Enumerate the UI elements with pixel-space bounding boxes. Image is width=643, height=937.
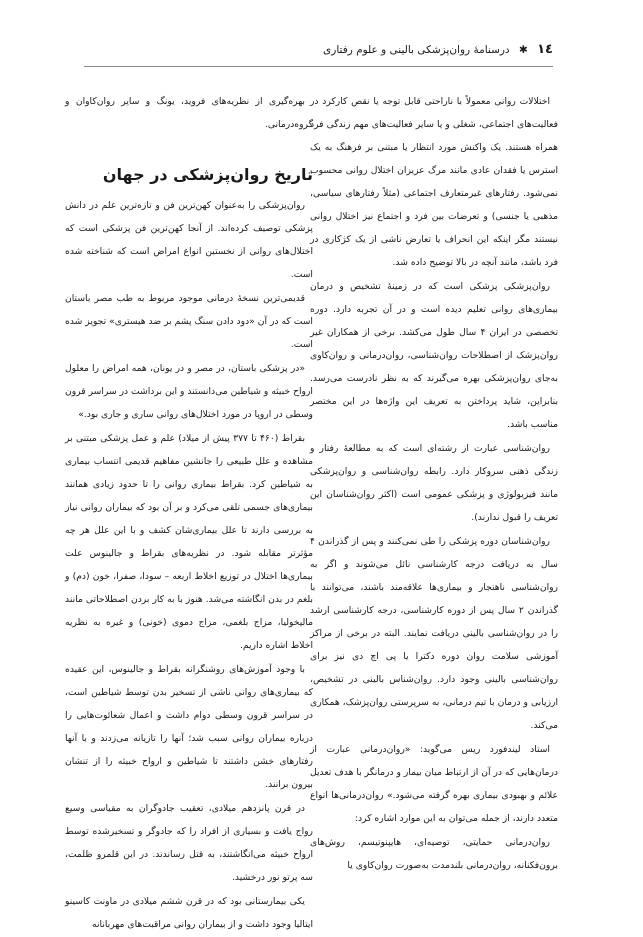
body-paragraph: یکی بیمارستانی بود که در قرن ششم میلادی در ماونت کاسینو ایتالیا وجود داشت و از بیماران روانی مراقبت‌های مهربانانه — [65, 896, 313, 930]
header-divider — [84, 66, 553, 67]
page-number: ١٤ — [537, 42, 553, 57]
book-title: درسنامهٔ روان‌پزشکی بالینی و علوم رفتاری — [323, 44, 510, 56]
body-paragraph: روان‌پزشکی را به‌عنوان کهن‌ترین فن و تازه‌ترین علم در دانش پزشکی توصیف کرده‌اند. از آنجا کهن‌ترین فن پزشکی است که اختلال‌های روانی از نخستین انواع امراض است که شناخته شده است. — [65, 200, 313, 280]
left-column — [65, 90, 313, 937]
body-paragraph: اختلالات روانی معمولاً با ناراحتی قابل توجه یا نقص کارکرد در فعالیت‌های اجتماعی، شغلی و یا سایر فعالیت‌های مهم زندگی فرد همراه هستند. یک واکنش مورد انتظار یا مبتنی بر فرهنگ به یک استرس یا فقدان عادی مانند مرگ عزیزان اختلال روانی محسوب نمی‌شود. رفتارهای غیرمتعارف اجتماعی (مثلاً رفتارهای سیاسی، مذهبی یا جنسی) و تعرضات بین فرد و اجتماع نیز اختلال روانی نیستند مگر اینکه این انحراف یا تعارض ناشی از یک کژکاری در فرد باشد، مانند آنچه در بالا توضیح داده شد. — [310, 96, 558, 268]
body-paragraph: قدیمی‌ترین نسخهٔ درمانی موجود مربوط به طب مصر باستان است که در آن «دود دادن سنگ پشم بر ضد هیستری» تجویز شده است. — [65, 293, 313, 350]
body-paragraph: استاد لیندفورد ریس می‌گوید: «روان‌درمانی عبارت از درمان‌هایی که در آن از ارتباط میان بیمار و درمانگر با هدف تعدیل علائم و بهبودی بیماری بهره گرفته می‌شود.» روان‌درمانی‌ها انواع متعدد دارند، از جمله می‌توان به این موارد اشاره کرد: — [309, 744, 558, 824]
body-paragraph: «در پزشکی باستان، در مصر و در یونان، همه امراض را معلول ارواح خبیثه و شیاطین می‌دانستند و این برداشت در سراسر قرون وسطی در اروپا در مورد اختلال‌های روانی ساری و جاری بود.» — [65, 363, 313, 420]
section-title: تاریخ روان‌پزشکی در جهان — [102, 165, 313, 184]
body-paragraph: در قرن پانزدهم میلادی، تعقیب جادوگران به مقیاسی وسیع رواج یافت و بسیاری از افراد را که جادوگر و تسخیرشده توسط ارواح خبیثه می‌انگاشتند، به قتل رساندند. در این قلمرو ظلمت، سه پرتو نور درخشید. — [65, 803, 313, 883]
body-paragraph: با وجود آموزش‌های روشنگرانه بقراط و جالینوس، این عقیده که بیماری‌های روانی ناشی از تسخیر بدن توسط شیاطین است، در سراسر قرون وسطی دوام داشت و اعمال شعائوت‌هایی را درباره بیماران روانی سبب شد؛ آنها را تازیانه می‌زدند و با آنها رفتارهای خشن داشتند تا شیاطین و ارواح خبیثه را از تنشان بیرون برانند. — [65, 664, 313, 790]
star-icon: ✱ — [518, 44, 528, 56]
body-paragraph: روان‌پزشکی پزشکی است که در زمینهٔ تشخیص و درمان بیماری‌های روانی تعلیم دیده است و در آن تجربه دارد. دوره تخصصی در ایران ۴ سال طول می‌کشد. برخی از همکاران غیر روان‌پزشک از اصطلاحات روان‌شناسی، روان‌درمانی و روان‌کاوی به‌جای روان‌پزشکی بهره می‌گیرند که به نظر نادرست می‌رسد. بنابراین، شاید پرداختن به تعریف این واژه‌ها در این مختصر مناسب باشد. — [310, 281, 559, 430]
body-paragraph: روان‌درمانی حمایتی، توصیه‌ای، هایپنوتیسم، روش‌های برون‌فکنانه، روان‌درمانی بلندمدت به‌صورت روان‌کاوی یا — [310, 837, 558, 871]
body-paragraph: بقراط (۴۶۰ تا ۳۷۷ پیش از میلاد) علم و عمل پزشکی مبتنی بر مشاهده و علل طبیعی را جانشین مفاهیم قدیمی انتساب بیماری به شیاطین کرد. بقراط بیماری روانی را تا حدود زیادی همانند بیماری‌های جسمی تلقی می‌کرد و بر آن بود که بیماران روانی نیاز به بررسی دارند تا علل بیماری‌شان کشف و با این علل هر چه مؤثرتر مقابله شود. در نظریه‌های بقراط و جالینوس علت بیماری‌ها اختلال در توزیع اخلاط اربعه – سودا، صفرا، خون (دم) و بلغم در بدن انگاشته می‌شد. هنوز با به کار بردن اصطلاحاتی مانند مالیخولیا، مزاج بلغمی، مزاج دموی (خونی) و غیره به نظریه اخلاط اشاره داریم. — [65, 433, 313, 651]
body-paragraph: روان‌شناسان دوره پزشکی را طی نمی‌کنند و پس از گذراندن ۴ سال به دریافت درجه کارشناسی نائل می‌شوند و اگر به روان‌شناسی ناهنجار و بیماری‌ها علاقه‌مند باشند، می‌توانند با گذراندن ۲ سال پس از دوره کارشناسی، درجه کارشناسی ارشد را در روان‌شناسی بالینی دریافت نمایند. البته در برخی از مراکز آموزشی سلامت روان دوره دکترا یا پی اچ دی نیز برای روان‌شناسی بالینی وجود دارد. روان‌شناس بالینی در تشخیص، ارزیابی و درمان با تیم درمانی، به سرپرستی روان‌پزشک، همکاری می‌کند. — [310, 536, 559, 731]
right-column — [310, 90, 558, 878]
body-paragraph: روان‌شناسی عبارت از رشته‌ای است که به مطالعهٔ رفتار و زندگی ذهنی سروکار دارد. رابطه روان‌شناسی و روان‌پزشکی مانند فیزیولوژی و پزشکی عمومی است (اکثر روان‌شناسان این تعریف را قبول ندارند). — [310, 443, 558, 523]
intro-paragraph: بهره‌گیری از نظریه‌های فروید، یونگ و سایر روان‌کاوان و گروه‌درمانی. — [65, 96, 313, 130]
running-header — [60, 40, 553, 60]
